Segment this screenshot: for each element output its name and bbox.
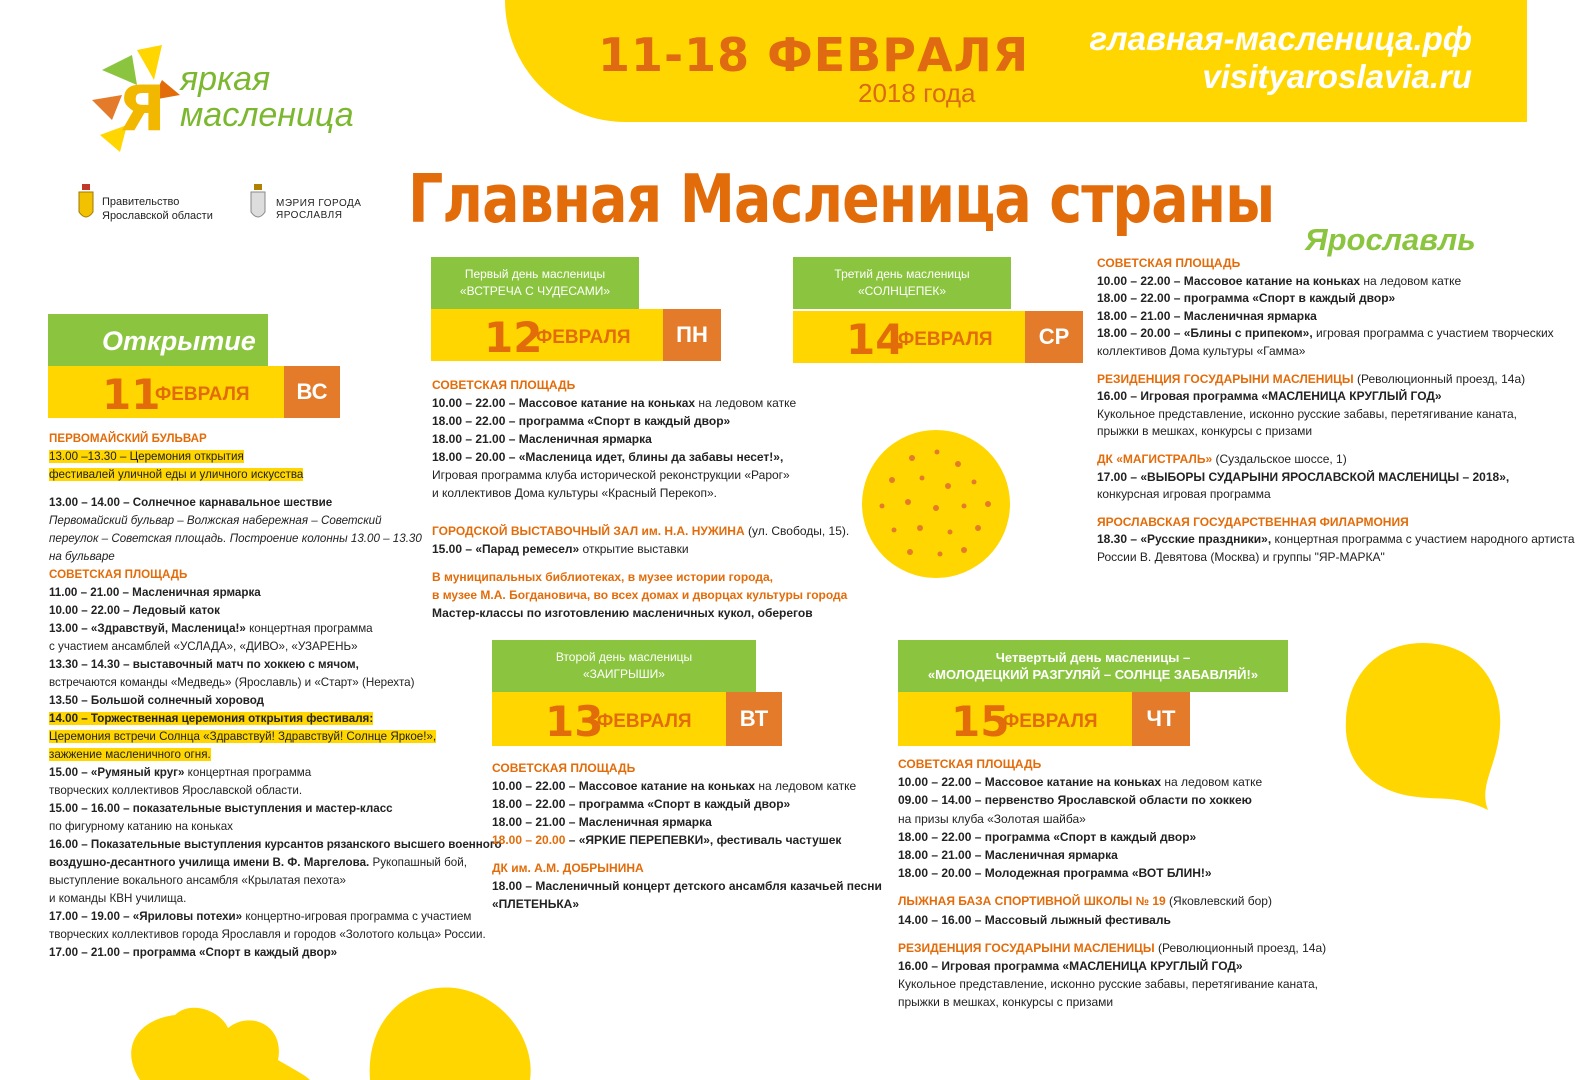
day-12-label-1: Первый день масленицы <box>464 267 606 281</box>
schedule-line <box>49 638 429 656</box>
schedule-line <box>49 764 429 782</box>
mayor-line-2: ЯРОСЛАВЛЯ <box>276 210 343 221</box>
day-14-label-1: Третий день масленицы <box>834 267 970 281</box>
spacer <box>432 512 849 522</box>
day-15-number: 15 <box>951 697 1010 746</box>
pancake-dots <box>862 430 1010 578</box>
day-13-label-1: Второй день масленицы <box>555 650 693 664</box>
day-13-weekday: ВТ <box>726 692 782 746</box>
event-description: на ледовом катке <box>758 779 857 793</box>
event-title: 13.00 – 14.00 – Солнечное карнавальное шествие <box>49 496 333 509</box>
event-title: 10.00 – 22.00 – Ледовый каток <box>49 604 220 617</box>
schedule-line <box>1097 451 1575 469</box>
schedule-line <box>49 890 429 908</box>
event-title: 11.00 – 21.00 – Масленичная ярмарка <box>49 586 261 599</box>
schedule-line <box>492 795 882 813</box>
event-title: 16.00 – Игровая программа «МАСЛЕНИЦА КРУГЛЫЙ ГОД» <box>1097 389 1442 404</box>
event-title: 13.00 – «Здравствуй, Масленица!» <box>49 622 246 635</box>
logo-letter: Я <box>118 72 166 145</box>
day-11-number: 11 <box>102 370 161 419</box>
schedule-line <box>49 926 486 944</box>
schedule-line <box>492 813 882 831</box>
schedule-line <box>432 540 849 558</box>
event-title: 13.50 – Большой солнечный хоровод <box>49 694 265 707</box>
day-15-label-bar <box>898 640 1288 692</box>
day-15-label-1: Четвертый день масленицы – <box>995 650 1191 665</box>
event-title: 15.00 – «Парад ремесел» <box>432 542 580 556</box>
event-description: творческих коллективов города Ярославля и городов «Золотого кольца» России. <box>49 928 486 941</box>
schedule-line <box>49 512 429 566</box>
event-description: с участием ансамблей «УСЛАДА», «ДИВО», «УЗАРЕНЬ» <box>49 640 358 653</box>
schedule-line <box>49 710 429 728</box>
schedule-line <box>1097 406 1575 424</box>
day-14-label-bar <box>793 257 1011 309</box>
schedule-line <box>49 656 429 674</box>
event-description: открытие выставки <box>582 542 689 556</box>
schedule-line <box>898 791 1326 809</box>
venue-heading: в музее М.А. Богдановича, во всех домах и дворцах культуры города <box>432 588 848 602</box>
event-title: 18.00 – 22.00 – программа «Спорт в каждый двор» <box>492 797 791 811</box>
day-11-weekday: ВС <box>284 366 340 418</box>
event-title: 18.00 – 20.00 – Молодежная программа «ВОТ БЛИН!» <box>898 866 1212 881</box>
schedule-line <box>432 484 849 502</box>
event-title: 17.00 – 19.00 – «Яриловы потехи» <box>49 910 243 923</box>
schedule-line <box>898 892 1326 910</box>
spacer <box>898 929 1326 939</box>
yaroslavl-city-coat-of-arms-icon <box>248 184 268 224</box>
schedule-line <box>898 957 1326 975</box>
day-13-number: 13 <box>545 697 604 746</box>
bubble-bottom <box>80 970 540 1080</box>
schedule-line <box>49 602 429 620</box>
venue-heading: СОВЕТСКАЯ ПЛОЩАДЬ <box>432 378 576 392</box>
event-title: 18.00 – 21.00 – Масленичная ярмарка <box>1097 308 1317 323</box>
schedule-line <box>492 877 882 895</box>
highlighted-event: 14.00 – Торжественная церемония открытия фестиваля: <box>49 712 374 725</box>
bubble-right <box>1338 635 1508 815</box>
venue-heading: ДК им. А.М. ДОБРЫНИНА <box>492 861 644 875</box>
schedule-line <box>898 773 1326 791</box>
schedule-line <box>432 412 849 430</box>
schedule-line <box>1097 469 1575 487</box>
event-description: концертная программа <box>187 766 312 779</box>
event-description: по фигурному катанию на коньках <box>49 820 233 833</box>
venue-heading: СОВЕТСКАЯ ПЛОЩАДЬ <box>1097 256 1241 270</box>
schedule-line <box>432 604 849 622</box>
schedule-line <box>432 394 849 412</box>
event-description: Рукопашный бой, <box>372 856 467 869</box>
event-title: 17.00 – 21.00 – программа «Спорт в каждый двор» <box>49 946 338 959</box>
logo-line-1: яркая <box>180 60 271 98</box>
event-title: 18.00 – 20.00 – «Блины с припеком», <box>1097 326 1313 341</box>
event-title: – «ЯРКИЕ ПЕРЕПЕВКИ», фестиваль частушек <box>568 833 842 847</box>
event-description: творческих коллективов Ярославской области. <box>49 784 303 797</box>
schedule-line <box>49 566 429 584</box>
page-title: Главная Масленица страны <box>408 160 1275 238</box>
event-title: 15.00 – 16.00 – показательные выступления и мастер-класс <box>49 802 393 815</box>
event-title: Мастер-классы по изготовлению масленичных кукол, оберегов <box>432 606 813 620</box>
venue-heading: ЯРОСЛАВСКАЯ ГОСУДАРСТВЕННАЯ ФИЛАРМОНИЯ <box>1097 514 1409 529</box>
schedule-line <box>432 586 849 604</box>
yaroslavl-region-coat-of-arms-icon <box>76 184 96 224</box>
event-title: 13.30 – 14.30 – выставочный матч по хоккею с мячом, <box>49 658 359 671</box>
highlighted-text: Церемония встречи Солнца «Здравствуй! Здравствуй! Солнце Яркое!», <box>49 730 437 743</box>
schedule-line <box>898 846 1326 864</box>
event-time: 18.00 – 20.00 <box>492 833 566 847</box>
venue-address: (Яковлевский бор) <box>1169 894 1272 909</box>
event-title: «ПЛЕТЕНЬКА» <box>492 897 580 911</box>
venue-heading: ГОРОДСКОЙ ВЫСТАВОЧНЫЙ ЗАЛ им. Н.А. НУЖИНА <box>432 524 745 538</box>
spacer <box>492 849 882 859</box>
day-15-month: ФЕВРАЛЯ <box>1003 711 1098 732</box>
schedule-line <box>432 430 849 448</box>
schedule-day-11 <box>49 430 502 962</box>
website-link-1[interactable]: главная-масленица.рф <box>1089 20 1472 57</box>
spacer <box>1097 441 1575 451</box>
schedule-line <box>49 692 429 710</box>
mayor-line-1: МЭРИЯ ГОРОДА <box>276 198 362 209</box>
spacer <box>1097 361 1575 371</box>
event-description: концертная программа с участием народного артиста <box>1274 532 1575 547</box>
day-12-number: 12 <box>484 313 543 362</box>
schedule-line <box>432 466 849 484</box>
schedule-line <box>1097 486 1575 504</box>
schedule-line <box>1097 308 1575 326</box>
event-description: на ледовом катке <box>698 396 797 410</box>
festival-dates: 11-18 ФЕВРАЛЯ <box>598 28 1030 82</box>
gov-line-1: Правительство <box>102 196 180 208</box>
festival-year: 2018 года <box>858 78 976 108</box>
day-13-label-bar <box>492 640 756 692</box>
schedule-line <box>898 975 1326 993</box>
event-title: 10.00 – 22.00 – Массовое катание на коньках <box>898 775 1162 790</box>
spacer <box>898 882 1326 892</box>
schedule-line <box>49 854 467 872</box>
schedule-line <box>432 568 849 586</box>
event-title: 18.30 – «Русские праздники», <box>1097 532 1272 547</box>
schedule-line <box>49 872 429 890</box>
schedule-line <box>492 759 882 777</box>
schedule-line <box>432 522 849 540</box>
schedule-line <box>49 584 429 602</box>
venue-heading: СОВЕТСКАЯ ПЛОЩАДЬ <box>492 761 636 775</box>
event-description: концертная программа <box>249 622 373 635</box>
highlighted-text: 13.00 –13.30 – Церемония открытия <box>49 450 244 463</box>
schedule-line <box>898 864 1326 882</box>
event-title: 10.00 – 22.00 – Массовое катание на коньках <box>432 396 696 410</box>
schedule-line <box>49 728 437 746</box>
day-14-label-2: «СОЛНЦЕПЕК» <box>858 284 946 298</box>
event-description: на призы клуба «Золотая шайба» <box>898 811 1086 826</box>
event-description: России В. Девятова (Москва) и группы "ЯР-МАРКА" <box>1097 549 1385 564</box>
schedule-line <box>49 674 429 692</box>
event-description: конкурсная игровая программа <box>1097 487 1271 502</box>
day-14-month: ФЕВРАЛЯ <box>898 329 993 350</box>
schedule-line <box>1097 325 1575 343</box>
spacer <box>49 484 429 494</box>
schedule-line <box>492 859 882 877</box>
event-description: игровая программа с участием творческих <box>1316 326 1554 341</box>
venue-heading: СОВЕТСКАЯ ПЛОЩАДЬ <box>49 568 188 581</box>
event-description: концертно-игровая программа с участием <box>245 910 472 923</box>
event-description: и коллективов Дома культуры «Красный Перекоп». <box>432 486 717 500</box>
route-description: Первомайский бульвар – Волжская набережная – Советский переулок – Советская площадь. Построение колонны 13.00 – 13.30 на бульваре <box>49 514 422 563</box>
day-12-month: ФЕВРАЛЯ <box>536 327 631 348</box>
website-link-2[interactable]: visityaroslavia.ru <box>1202 58 1472 95</box>
schedule-line <box>49 782 429 800</box>
day-14-weekday: СР <box>1025 311 1083 363</box>
venue-address: (Суздальское шоссе, 1) <box>1215 451 1347 466</box>
event-description: выступление вокального ансамбля «Крылатая пехота» <box>49 874 346 887</box>
event-description: Игровая программа клуба исторической реконструкции «Рарог» <box>432 468 790 482</box>
schedule-day-13 <box>492 759 882 913</box>
event-description: на ледовом катке <box>1164 775 1263 790</box>
day-13-month: ФЕВРАЛЯ <box>597 711 692 732</box>
venue-address: (Революционный проезд, 14а) <box>1356 371 1526 386</box>
gov-line-2: Ярославской области <box>102 210 213 222</box>
schedule-line <box>898 755 1326 773</box>
event-title: 18.00 – 22.00 – программа «Спорт в каждый двор» <box>898 829 1197 844</box>
schedule-line <box>898 993 1326 1011</box>
event-description: и команды КВН училища. <box>49 892 187 905</box>
schedule-line <box>1097 255 1575 273</box>
event-title: 18.00 – 22.00 – программа «Спорт в каждый двор» <box>1097 291 1396 306</box>
event-description: коллективов Дома культуры «Гамма» <box>1097 343 1306 358</box>
schedule-line <box>1097 423 1575 441</box>
venue-heading: ЛЫЖНАЯ БАЗА СПОРТИВНОЙ ШКОЛЫ № 19 <box>898 894 1166 909</box>
venue-heading: РЕЗИДЕНЦИЯ ГОСУДАРЫНИ МАСЛЕНИЦЫ <box>898 940 1155 955</box>
schedule-line <box>1097 514 1575 532</box>
schedule-line <box>49 800 429 818</box>
spacer <box>432 502 849 512</box>
venue-address: (ул. Свободы, 15). <box>747 524 850 538</box>
day-12-label-bar <box>431 257 639 309</box>
spacer <box>432 558 849 568</box>
day-13-label-2: «ЗАИГРЫШИ» <box>583 667 665 681</box>
schedule-line <box>49 908 472 926</box>
event-description: на ледовом катке <box>1363 273 1462 288</box>
day-15-weekday: ЧТ <box>1132 692 1190 746</box>
schedule-line <box>1097 371 1575 389</box>
schedule-line <box>1097 343 1575 361</box>
event-title: 14.00 – 16.00 – Массовый лыжный фестиваль <box>898 912 1171 927</box>
event-description: Кукольное представление, исконно русские забавы, перетягивание каната, <box>898 977 1318 992</box>
day-11-month: ФЕВРАЛЯ <box>155 384 250 405</box>
spacer <box>1097 504 1575 514</box>
event-title: 18.00 – 21.00 – Масленичная ярмарка <box>432 432 652 446</box>
highlighted-text: зажжение масленичного огня. <box>49 748 211 761</box>
event-title: 10.00 – 22.00 – Массовое катание на коньках <box>1097 273 1361 288</box>
schedule-line <box>49 746 429 764</box>
event-title: воздушно-десантного училища имени В. Ф. Маргелова. <box>49 856 370 869</box>
day-15-label-2: «МОЛОДЕЦКИЙ РАЗГУЛЯЙ – СОЛНЦЕ ЗАБАВЛЯЙ!» <box>927 667 1259 682</box>
venue-heading: В муниципальных библиотеках, в музее истории города, <box>432 570 773 584</box>
schedule-line <box>492 831 882 849</box>
venue-heading: СОВЕТСКАЯ ПЛОЩАДЬ <box>898 757 1042 771</box>
schedule-line <box>898 911 1326 929</box>
event-title: 18.00 – Масленичный концерт детского ансамбля казачьей песни <box>492 879 882 893</box>
schedule-line <box>898 828 1326 846</box>
day-12-weekday: ПН <box>663 309 721 361</box>
event-title: 15.00 – «Румяный круг» <box>49 766 185 779</box>
schedule-day-12 <box>432 376 849 622</box>
event-title: 18.00 – 22.00 – программа «Спорт в каждый двор» <box>432 414 731 428</box>
city-name: Ярославль <box>1305 222 1476 257</box>
schedule-line <box>898 939 1326 957</box>
event-title: 16.00 – Показательные выступления курсантов рязанского высшего военного <box>49 838 502 851</box>
event-title: 09.00 – 14.00 – первенство Ярославской области по хоккею <box>898 793 1252 808</box>
schedule-line <box>1097 290 1575 308</box>
schedule-line <box>49 448 429 466</box>
schedule-line <box>1097 531 1575 549</box>
event-description: Кукольное представление, исконно русские забавы, перетягивание каната, <box>1097 406 1517 421</box>
logo-line-2: масленица <box>180 96 354 134</box>
schedule-line <box>49 466 429 484</box>
schedule-line <box>49 818 429 836</box>
schedule-line <box>1097 388 1575 406</box>
day-12-label-2: «ВСТРЕЧА С ЧУДЕСАМИ» <box>459 284 611 298</box>
event-title: 17.00 – «ВЫБОРЫ СУДАРЫНИ ЯРОСЛАВСКОЙ МАСЛЕНИЦЫ – 2018», <box>1097 469 1510 484</box>
venue-address: (Революционный проезд, 14а) <box>1157 940 1327 955</box>
schedule-day-15 <box>898 755 1326 1012</box>
schedule-line <box>49 944 429 962</box>
schedule-line <box>432 448 849 466</box>
event-title: 16.00 – Игровая программа «МАСЛЕНИЦА КРУГЛЫЙ ГОД» <box>898 959 1243 974</box>
schedule-line <box>492 777 882 795</box>
event-description: встречаются команды «Медведь» (Ярославль) и «Старт» (Нерехта) <box>49 676 415 689</box>
event-title: 18.00 – 20.00 – «Масленица идет, блины да забавы несет!», <box>432 450 784 464</box>
schedule-day-14 <box>1097 255 1575 567</box>
schedule-line <box>49 430 429 448</box>
event-title: 10.00 – 22.00 – Массовое катание на коньках <box>492 779 756 793</box>
day-11-label: Открытие <box>102 326 256 356</box>
schedule-line <box>492 895 882 913</box>
event-title: 18.00 – 21.00 – Масленичная ярмарка <box>898 848 1118 863</box>
event-description: прыжки в мешках, конкурсы с призами <box>898 995 1114 1010</box>
highlighted-text: фестивалей уличной еды и уличного искусства <box>49 468 304 481</box>
day-14-number: 14 <box>846 315 905 364</box>
schedule-line <box>432 376 849 394</box>
schedule-line <box>1097 549 1575 567</box>
schedule-line <box>49 620 429 638</box>
venue-heading: ПЕРВОМАЙСКИЙ БУЛЬВАР <box>49 432 207 445</box>
venue-heading: РЕЗИДЕНЦИЯ ГОСУДАРЫНИ МАСЛЕНИЦЫ <box>1097 371 1354 386</box>
schedule-line <box>898 810 1326 828</box>
event-description: прыжки в мешках, конкурсы с призами <box>1097 424 1313 439</box>
schedule-line <box>49 836 502 854</box>
schedule-line <box>49 494 429 512</box>
schedule-line <box>1097 273 1575 291</box>
event-title: 18.00 – 21.00 – Масленичная ярмарка <box>492 815 712 829</box>
venue-heading: ДК «МАГИСТРАЛЬ» <box>1097 451 1213 466</box>
